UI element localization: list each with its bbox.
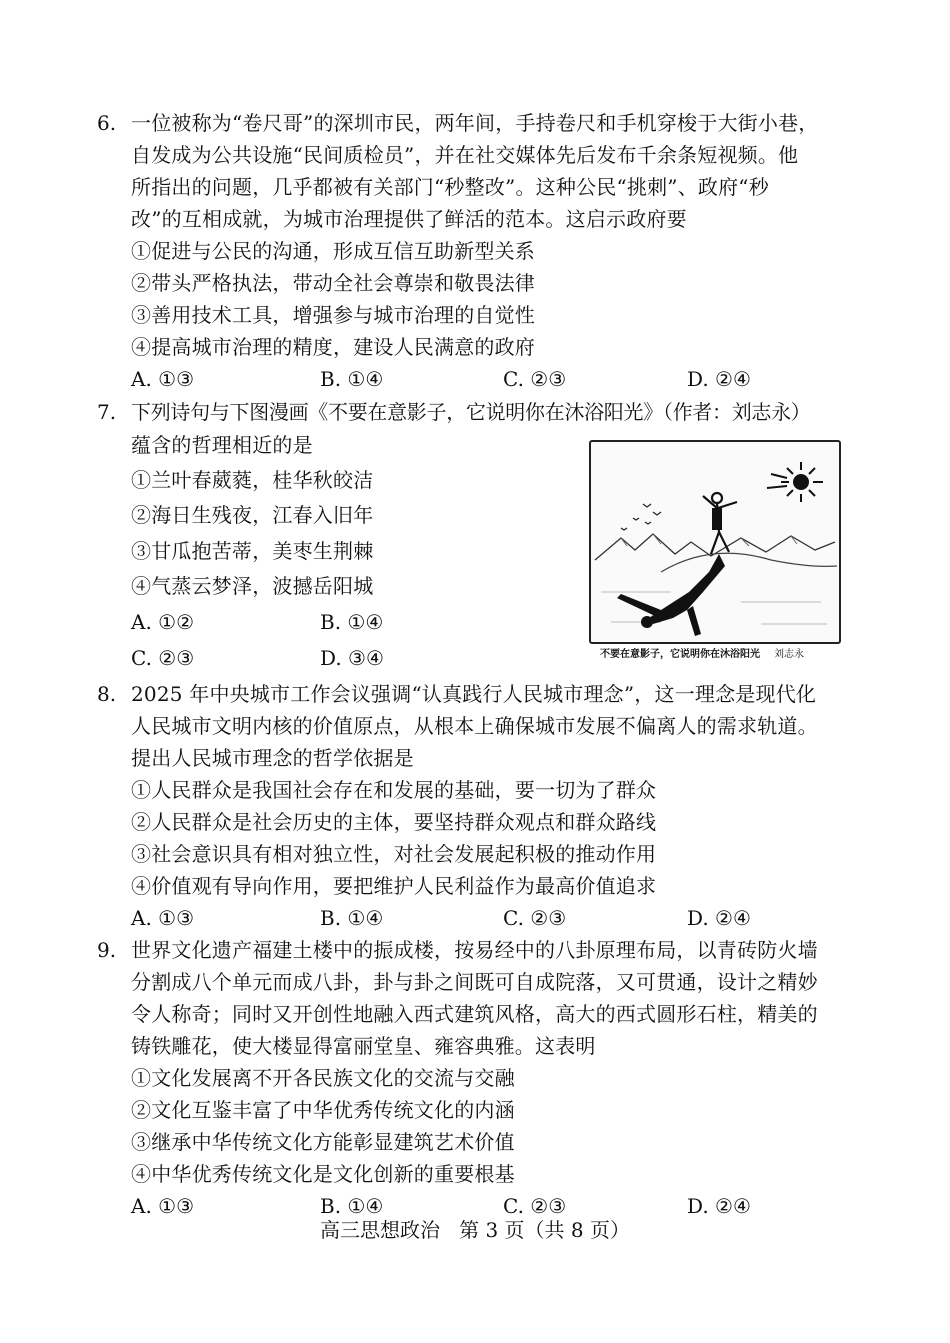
q9-stem-line-2: 分割成八个单元而成八卦，卦与卦之间既可自成院落，又可贯通，设计之精妙: [131, 970, 818, 994]
q7-stem-line-1: 下列诗句与下图漫画《不要在意影子，它说明你在沐浴阳光》（作者：刘志永）: [131, 400, 811, 424]
q8-number: 8.: [97, 682, 117, 706]
q7-option-c: C. ②③: [131, 646, 195, 670]
q9-item-4: ④中华优秀传统文化是文化创新的重要根基: [131, 1162, 515, 1186]
q6-option-a: A. ①③: [131, 367, 195, 391]
birds: [621, 504, 661, 530]
q6-item-1: ①促进与公民的沟通，形成互信互助新型关系: [131, 239, 535, 263]
q8-item-4: ④价值观有导向作用，要把维护人民利益作为最高价值追求: [131, 874, 657, 898]
sun-icon: [767, 462, 823, 502]
q8-item-3: ③社会意识具有相对独立性，对社会发展起积极的推动作用: [131, 842, 657, 866]
q6-stem-line-1: 一位被称为“卷尺哥”的深圳市民，两年间，手持卷尺和手机穿梭于大街小巷，: [131, 111, 819, 135]
q8-option-a: A. ①③: [131, 906, 195, 930]
mountains: [595, 534, 835, 560]
q9-item-3: ③继承中华传统文化方能彰显建筑艺术价值: [131, 1130, 515, 1154]
q9-stem-line-1: 世界文化遗产福建土楼中的振成楼，按易经中的八卦原理布局，以青砖防火墙: [131, 938, 818, 962]
q7-item-3: ③甘瓜抱苦蒂，美枣生荆棘: [131, 539, 374, 563]
q6-stem-line-2: 自发成为公共设施“民间质检员”，并在社交媒体先后发布千余条短视频。他: [131, 143, 799, 167]
q7-stem-line-2: 蕴含的哲理相近的是: [131, 433, 313, 457]
q8-option-c: C. ②③: [503, 906, 567, 930]
q9-item-1: ①文化发展离不开各民族文化的交流与交融: [131, 1066, 515, 1090]
q8-item-1: ①人民群众是我国社会存在和发展的基础，要一切为了群众: [131, 778, 657, 802]
q7-option-a: A. ①②: [131, 610, 195, 634]
q9-option-a: A. ①③: [131, 1194, 195, 1218]
cartoon-figure: [589, 440, 841, 644]
cartoon-caption-text: 不要在意影子，它说明你在沐浴阳光: [600, 649, 760, 660]
q7-option-b: B. ①④: [320, 610, 384, 634]
q8-stem-line-3: 提出人民城市理念的哲学依据是: [131, 746, 414, 770]
q7-item-2: ②海日生残夜，江春入旧年: [131, 503, 374, 527]
q9-option-b: B. ①④: [320, 1194, 384, 1218]
q8-stem-line-1: 2025 年中央城市工作会议强调“认真践行人民城市理念”，这一理念是现代化: [131, 682, 817, 706]
q7-item-1: ①兰叶春葳蕤，桂华秋皎洁: [131, 468, 374, 492]
q8-item-2: ②人民群众是社会历史的主体，要坚持群众观点和群众路线: [131, 810, 657, 834]
q6-option-d: D. ②④: [687, 367, 751, 391]
page-footer: 高三思想政治 第 3 页（共 8 页）: [320, 1218, 630, 1242]
q7-item-4: ④气蒸云梦泽，波撼岳阳城: [131, 574, 374, 598]
q7-number: 7.: [97, 400, 117, 424]
q7-option-d: D. ③④: [320, 646, 384, 670]
q6-stem-line-3: 所指出的问题，几乎都被有关部门“秒整改”。这种公民“挑刺”、政府“秒: [131, 175, 769, 199]
hill: [661, 553, 837, 572]
q8-stem-line-2: 人民城市文明内核的价值原点，从根本上确保城市发展不偏离人的需求轨道。: [131, 714, 818, 738]
q6-item-3: ③善用技术工具，增强参与城市治理的自觉性: [131, 303, 535, 327]
q9-stem-line-3: 令人称奇；同时又开创性地融入西式建筑风格，高大的西式圆形石柱，精美的: [131, 1002, 818, 1026]
q9-item-2: ②文化互鉴丰富了中华优秀传统文化的内涵: [131, 1098, 515, 1122]
q9-option-d: D. ②④: [687, 1194, 751, 1218]
cartoon-caption: [600, 648, 804, 662]
q6-stem-line-4: 改”的互相成就，为城市治理提供了鲜活的范本。这启示政府要: [131, 207, 687, 231]
q6-item-2: ②带头严格执法，带动全社会尊崇和敬畏法律: [131, 271, 535, 295]
q6-option-c: C. ②③: [503, 367, 567, 391]
q6-number: 6.: [97, 111, 117, 135]
q8-option-b: B. ①④: [320, 906, 384, 930]
q6-option-b: B. ①④: [320, 367, 384, 391]
q8-option-d: D. ②④: [687, 906, 751, 930]
q9-option-c: C. ②③: [503, 1194, 567, 1218]
cartoon-illustration: [591, 442, 839, 642]
q9-stem-line-4: 铸铁雕花，使大楼显得富丽堂皇、雍容典雅。这表明: [131, 1034, 596, 1058]
cartoon-author: 刘志永: [774, 649, 804, 660]
q9-number: 9.: [97, 938, 117, 962]
q6-item-4: ④提高城市治理的精度，建设人民满意的政府: [131, 335, 535, 359]
